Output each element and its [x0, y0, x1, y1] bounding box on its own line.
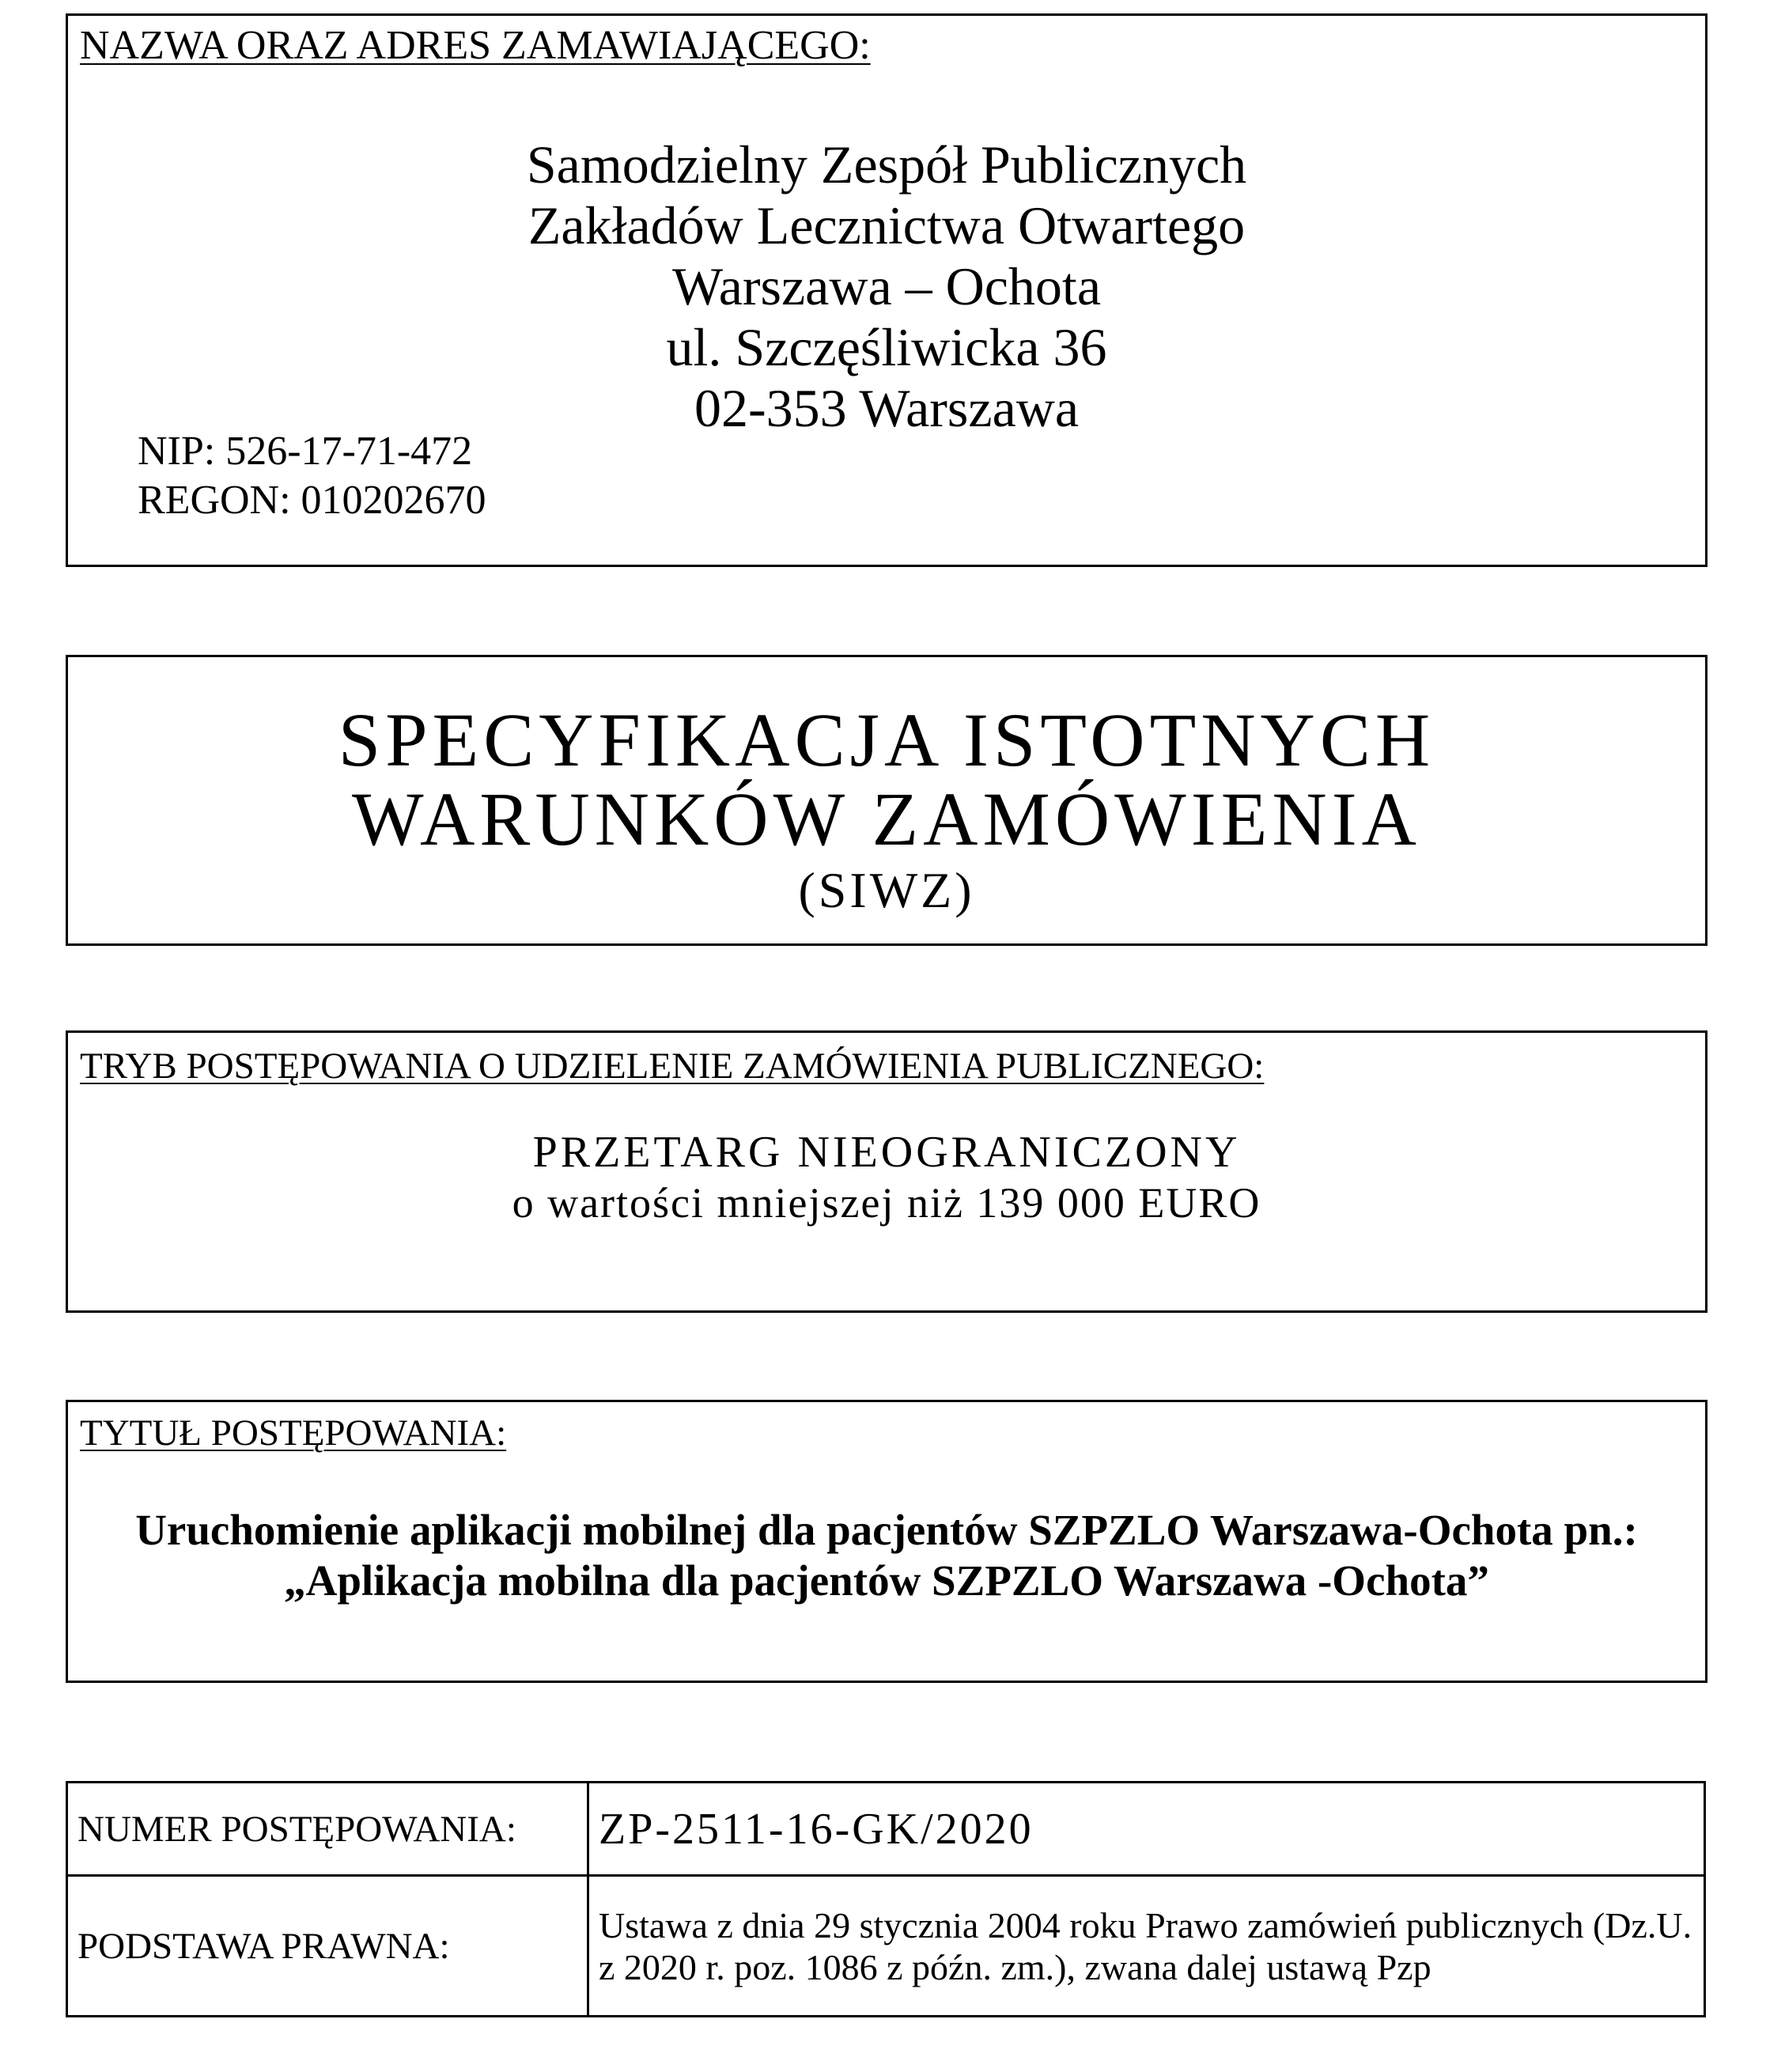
- siwz-title-box: [66, 655, 1707, 946]
- document-title-line2: WARUNKÓW ZAMÓWIENIA: [351, 777, 1421, 861]
- org-nip: NIP: 526-17-71-472: [138, 429, 473, 474]
- org-city: 02-353 Warszawa: [694, 378, 1080, 438]
- org-regon: REGON: 010202670: [138, 478, 486, 523]
- procedure-title-line1: Uruchomienie aplikacji mobilnej dla pacjentów SZPZLO Warszawa-Ochota pn.:: [135, 1506, 1638, 1554]
- document-abbreviation: (SIWZ): [798, 862, 975, 918]
- document-title: [68, 698, 1705, 861]
- table-row: [67, 1783, 1705, 1876]
- procedure-number-value: ZP-2511-16-GK/2020: [588, 1783, 1705, 1876]
- table-row: [67, 1876, 1705, 2017]
- procedure-number-label: NUMER POSTĘPOWANIA:: [67, 1783, 588, 1876]
- procedure-meta-table: [66, 1781, 1706, 2017]
- document-title-line1: SPECYFIKACJA ISTOTNYCH: [338, 698, 1435, 782]
- org-name-line2: Zakładów Lecznictwa Otwartego: [528, 195, 1246, 255]
- contracting-authority-address: [68, 134, 1705, 439]
- org-name-line1: Samodzielny Zespół Publicznych: [526, 134, 1247, 195]
- procedure-mode-main: PRZETARG NIEOGRANICZONY: [532, 1128, 1241, 1177]
- legal-basis-label: PODSTAWA PRAWNA:: [67, 1876, 588, 2017]
- contracting-authority-box: [66, 13, 1707, 567]
- contracting-authority-header: NAZWA ORAZ ADRES ZAMAWIAJĄCEGO:: [80, 23, 871, 68]
- legal-basis-value: Ustawa z dnia 29 stycznia 2004 roku Prawo zamówień publicznych (Dz.U. z 2020 r. poz. 1086 z późn. zm.), zwana dalej ustawą Pzp: [588, 1876, 1705, 2017]
- org-identifiers: [138, 427, 486, 525]
- procedure-mode-sub: o wartości mniejszej niż 139 000 EURO: [512, 1179, 1261, 1227]
- procedure-title-box: [66, 1400, 1707, 1683]
- procedure-title-line2: „Aplikacja mobilna dla pacjentów SZPZLO Warszawa -Ochota”: [284, 1556, 1489, 1605]
- procedure-title-header: TYTUŁ POSTĘPOWANIA:: [80, 1412, 507, 1454]
- org-name-line3: Warszawa – Ochota: [671, 256, 1102, 316]
- procedure-mode-header: TRYB POSTĘPOWANIA O UDZIELENIE ZAMÓWIENIA PUBLICZNEGO:: [80, 1045, 1265, 1087]
- procedure-mode-box: [66, 1030, 1707, 1313]
- procedure-title-text: [68, 1505, 1705, 1606]
- org-street: ul. Szczęśliwicka 36: [666, 317, 1107, 377]
